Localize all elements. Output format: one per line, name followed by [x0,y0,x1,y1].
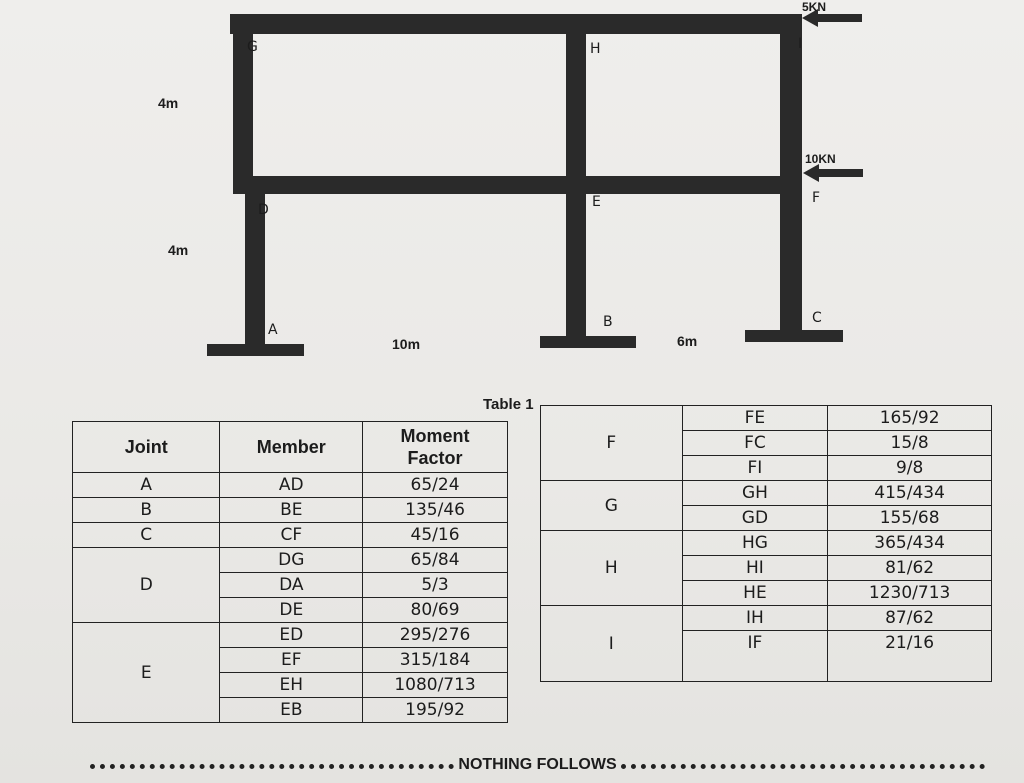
table-row [73,548,508,573]
member-cell: GH [682,481,828,506]
moment-factor-table-left [72,421,508,723]
factor-cell: 195/92 [363,698,508,723]
member-cell: AD [220,473,363,498]
dim-upper-height: 4m [158,95,179,111]
load-label-top: 5KN [802,0,827,14]
load-label-mid: 10KN [805,152,836,166]
member-cell: IF [682,631,828,656]
factor-cell: 80/69 [363,598,508,623]
table-row [541,531,992,556]
joint-cell: A [73,473,220,498]
table-row [73,498,508,523]
table-header-row [73,422,508,473]
dim-right-span: 6m [677,333,698,349]
factor-cell: 65/84 [363,548,508,573]
beam-d-f [243,176,795,194]
member-cell: DE [220,598,363,623]
member-cell: FC [682,431,828,456]
support-c [745,330,843,342]
table-caption: Table 1 [483,396,534,413]
joint-cell: D [73,548,220,623]
factor-cell: 315/184 [363,648,508,673]
joint-label-d: D [258,202,269,218]
member-cell: BE [220,498,363,523]
member-cell: FE [682,406,828,431]
header-member: Member [220,422,363,473]
factor-cell: 9/8 [828,456,992,481]
joint-label-b: B [603,314,613,330]
column-i-c [780,14,802,336]
table-row [73,473,508,498]
factor-cell: 15/8 [828,431,992,456]
factor-cell: 165/92 [828,406,992,431]
joint-label-c: C [812,310,822,326]
factor-cell: 135/46 [363,498,508,523]
factor-cell: 81/62 [828,556,992,581]
joint-label-f: F [812,190,821,206]
member-cell: HE [682,581,828,606]
table-row [541,606,992,631]
member-cell: EB [220,698,363,723]
factor-cell: 65/24 [363,473,508,498]
factor-cell: 21/16 [828,631,992,656]
joint-label-g: G [247,39,258,55]
joint-cell: B [73,498,220,523]
member-cell: EH [220,673,363,698]
member-cell: DA [220,573,363,598]
joint-cell: I [541,606,683,682]
footer-stars-left [90,764,454,769]
footer-text: NOTHING FOLLOWS [458,756,617,773]
footer-stars-right [621,764,985,769]
table-row [541,481,992,506]
member-cell: HI [682,556,828,581]
dim-lower-height: 4m [168,242,189,258]
joint-cell: E [73,623,220,723]
joint-cell: G [541,481,683,531]
member-cell: IH [682,606,828,631]
joint-label-i: I [798,36,803,52]
factor-cell: 5/3 [363,573,508,598]
factor-cell: 155/68 [828,506,992,531]
factor-cell: 1080/713 [363,673,508,698]
table-row [73,623,508,648]
factor-cell: 1230/713 [828,581,992,606]
member-cell: HG [682,531,828,556]
member-cell [682,655,828,682]
header-joint: Joint [73,422,220,473]
footer-line [90,754,985,776]
factor-cell: 365/434 [828,531,992,556]
beam-g-i [230,14,795,34]
factor-cell: 295/276 [363,623,508,648]
factor-cell: 87/62 [828,606,992,631]
table-row [73,523,508,548]
column-h-b [566,14,586,342]
joint-cell: C [73,523,220,548]
joint-label-a: A [268,322,278,338]
joint-cell: F [541,406,683,481]
factor-cell: 45/16 [363,523,508,548]
support-a [207,344,304,356]
member-cell: CF [220,523,363,548]
support-b [540,336,636,348]
load-arrow-mid [803,164,863,182]
joint-label-e: E [592,194,601,210]
member-cell: DG [220,548,363,573]
member-cell: ED [220,623,363,648]
member-cell: EF [220,648,363,673]
joint-cell: H [541,531,683,606]
moment-factor-table-right [540,405,992,682]
header-moment-factor: Moment Factor [363,422,508,473]
joint-label-h: H [590,41,601,57]
factor-cell: 415/434 [828,481,992,506]
dim-left-span: 10m [392,336,421,352]
table-row [541,406,992,431]
member-cell: GD [682,506,828,531]
factor-cell [828,655,992,682]
member-cell: FI [682,456,828,481]
